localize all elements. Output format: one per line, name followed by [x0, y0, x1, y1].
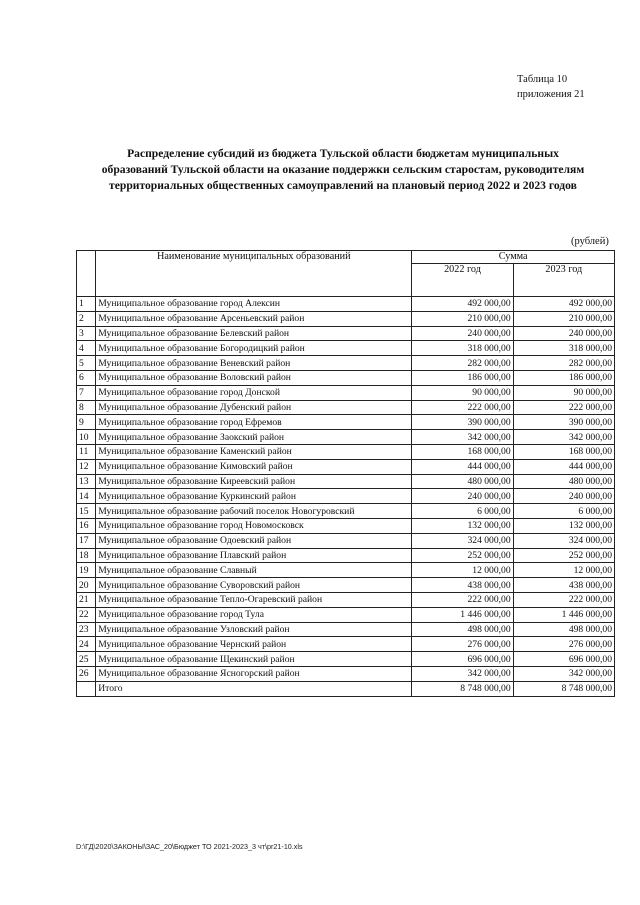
- row-number: 16: [77, 518, 96, 533]
- table-row: [77, 415, 615, 430]
- row-number: 10: [77, 430, 96, 445]
- municipality-name: Муниципальное образование город Донской: [96, 385, 412, 400]
- table-reference: [517, 72, 585, 102]
- municipality-name: Муниципальное образование город Алексин: [96, 297, 412, 312]
- amount-2022: 90 000,00: [412, 385, 513, 400]
- amount-2022: 210 000,00: [412, 311, 513, 326]
- row-number: 24: [77, 637, 96, 652]
- amount-2022: 168 000,00: [412, 444, 513, 459]
- table-row: [77, 533, 615, 548]
- amount-2023: 210 000,00: [513, 311, 614, 326]
- row-number: 13: [77, 474, 96, 489]
- table-row: [77, 326, 615, 341]
- amount-2022: 186 000,00: [412, 370, 513, 385]
- amount-2022: 222 000,00: [412, 400, 513, 415]
- amount-2023: 390 000,00: [513, 415, 614, 430]
- municipality-name: Муниципальное образование Суворовский район: [96, 578, 412, 593]
- municipality-name: Муниципальное образование Щекинский район: [96, 652, 412, 667]
- municipality-name: Муниципальное образование Плавский район: [96, 548, 412, 563]
- municipality-name: Муниципальное образование Веневский район: [96, 356, 412, 371]
- municipality-name: Муниципальное образование Каменский район: [96, 444, 412, 459]
- amount-2023: 444 000,00: [513, 459, 614, 474]
- table-row: [77, 592, 615, 607]
- amount-2023: 324 000,00: [513, 533, 614, 548]
- amount-2023: 498 000,00: [513, 622, 614, 637]
- amount-2023: 342 000,00: [513, 666, 614, 681]
- table-row: [77, 474, 615, 489]
- amount-2023: 696 000,00: [513, 652, 614, 667]
- amount-2022: 438 000,00: [412, 578, 513, 593]
- table-row: [77, 607, 615, 622]
- table-row: [77, 518, 615, 533]
- table-row: [77, 637, 615, 652]
- header-year-2023: 2023 год: [513, 264, 614, 297]
- document-title: [70, 146, 616, 194]
- amount-2023: 8 748 000,00: [513, 681, 614, 696]
- municipality-name: Муниципальное образование Узловский район: [96, 622, 412, 637]
- table-row: [77, 548, 615, 563]
- row-number: 8: [77, 400, 96, 415]
- amount-2022: 696 000,00: [412, 652, 513, 667]
- amount-2022: 480 000,00: [412, 474, 513, 489]
- municipality-name: Муниципальное образование Арсеньевский район: [96, 311, 412, 326]
- municipality-name: Муниципальное образование Одоевский район: [96, 533, 412, 548]
- municipality-name: Муниципальное образование город Новомосковск: [96, 518, 412, 533]
- title-line-3: территориальных общественных самоуправлений на плановый период 2022 и 2023 годов: [109, 179, 577, 192]
- amount-2022: 276 000,00: [412, 637, 513, 652]
- amount-2023: 12 000,00: [513, 563, 614, 578]
- table-row: [77, 652, 615, 667]
- amount-2023: 480 000,00: [513, 474, 614, 489]
- amount-2023: 342 000,00: [513, 430, 614, 445]
- row-number: 18: [77, 548, 96, 563]
- table-row: [77, 622, 615, 637]
- table-row: [77, 578, 615, 593]
- row-number: 6: [77, 370, 96, 385]
- municipality-name: Муниципальное образование город Ефремов: [96, 415, 412, 430]
- table-row: [77, 297, 615, 312]
- row-number: 1: [77, 297, 96, 312]
- table-row: [77, 666, 615, 681]
- amount-2022: 324 000,00: [412, 533, 513, 548]
- table-row: [77, 370, 615, 385]
- appendix-number: приложения 21: [517, 89, 585, 100]
- amount-2022: 342 000,00: [412, 666, 513, 681]
- amount-2023: 186 000,00: [513, 370, 614, 385]
- table-row: [77, 444, 615, 459]
- municipality-name: Муниципальное образование Богородицкий район: [96, 341, 412, 356]
- header-year-2022: 2022 год: [412, 264, 513, 297]
- amount-2023: 318 000,00: [513, 341, 614, 356]
- row-number: 2: [77, 311, 96, 326]
- table-row: [77, 430, 615, 445]
- row-number: 15: [77, 504, 96, 519]
- amount-2023: 240 000,00: [513, 489, 614, 504]
- amount-2023: 132 000,00: [513, 518, 614, 533]
- header-number: [77, 251, 96, 297]
- municipality-name: Муниципальное образование Ясногорский район: [96, 666, 412, 681]
- amount-2022: 252 000,00: [412, 548, 513, 563]
- total-row: [77, 681, 615, 696]
- title-line-2: образований Тульской области на оказание поддержки сельским старостам, руководителям: [101, 163, 585, 176]
- amount-2022: 444 000,00: [412, 459, 513, 474]
- amount-2023: 492 000,00: [513, 297, 614, 312]
- municipality-name: Муниципальное образование Дубенский район: [96, 400, 412, 415]
- table-body: [77, 297, 615, 697]
- row-number: 4: [77, 341, 96, 356]
- row-number: 7: [77, 385, 96, 400]
- subsidy-table: [76, 250, 615, 697]
- amount-2023: 6 000,00: [513, 504, 614, 519]
- municipality-name: Муниципальное образование Славный: [96, 563, 412, 578]
- amount-2022: 240 000,00: [412, 326, 513, 341]
- municipality-name: Муниципальное образование Воловский район: [96, 370, 412, 385]
- amount-2022: 390 000,00: [412, 415, 513, 430]
- amount-2022: 282 000,00: [412, 356, 513, 371]
- amount-2023: 240 000,00: [513, 326, 614, 341]
- amount-2022: 240 000,00: [412, 489, 513, 504]
- municipality-name: Муниципальное образование Белевский район: [96, 326, 412, 341]
- row-number: 3: [77, 326, 96, 341]
- row-number: 11: [77, 444, 96, 459]
- table-row: [77, 356, 615, 371]
- table-row: [77, 504, 615, 519]
- municipality-name: Муниципальное образование Киреевский район: [96, 474, 412, 489]
- row-number: 23: [77, 622, 96, 637]
- municipality-name: Итого: [96, 681, 412, 696]
- amount-2023: 222 000,00: [513, 400, 614, 415]
- amount-2023: 168 000,00: [513, 444, 614, 459]
- amount-2023: 222 000,00: [513, 592, 614, 607]
- amount-2022: 222 000,00: [412, 592, 513, 607]
- amount-2022: 8 748 000,00: [412, 681, 513, 696]
- amount-2023: 252 000,00: [513, 548, 614, 563]
- row-number: 21: [77, 592, 96, 607]
- amount-2023: 90 000,00: [513, 385, 614, 400]
- row-number: 5: [77, 356, 96, 371]
- row-number: 14: [77, 489, 96, 504]
- amount-2022: 132 000,00: [412, 518, 513, 533]
- table-number: Таблица 10: [517, 74, 568, 85]
- table-row: [77, 400, 615, 415]
- row-number: [77, 681, 96, 696]
- municipality-name: Муниципальное образование Куркинский район: [96, 489, 412, 504]
- unit-label: (рублей): [571, 236, 609, 247]
- title-line-1: Распределение субсидий из бюджета Тульской области бюджетам муниципальных: [127, 147, 559, 160]
- row-number: 17: [77, 533, 96, 548]
- amount-2022: 12 000,00: [412, 563, 513, 578]
- municipality-name: Муниципальное образование Кимовский район: [96, 459, 412, 474]
- row-number: 26: [77, 666, 96, 681]
- header-sum: Сумма: [412, 251, 615, 264]
- table-row: [77, 311, 615, 326]
- amount-2022: 498 000,00: [412, 622, 513, 637]
- amount-2023: 276 000,00: [513, 637, 614, 652]
- header-name: Наименование муниципальных образований: [96, 251, 412, 297]
- amount-2022: 492 000,00: [412, 297, 513, 312]
- row-number: 19: [77, 563, 96, 578]
- municipality-name: Муниципальное образование город Тула: [96, 607, 412, 622]
- table-row: [77, 341, 615, 356]
- municipality-name: Муниципальное образование Заокский район: [96, 430, 412, 445]
- row-number: 12: [77, 459, 96, 474]
- municipality-name: Муниципальное образование Тепло-Огаревский район: [96, 592, 412, 607]
- amount-2023: 438 000,00: [513, 578, 614, 593]
- amount-2022: 318 000,00: [412, 341, 513, 356]
- table-row: [77, 385, 615, 400]
- row-number: 9: [77, 415, 96, 430]
- file-path-footer: D:\ГД\2020\ЗАКОНЫ\ЗАС_20\Бюджет ТО 2021-2023_3 чт\pr21-10.xls: [76, 842, 303, 851]
- amount-2022: 1 446 000,00: [412, 607, 513, 622]
- municipality-name: Муниципальное образование Чернский район: [96, 637, 412, 652]
- table-row: [77, 563, 615, 578]
- row-number: 20: [77, 578, 96, 593]
- row-number: 25: [77, 652, 96, 667]
- amount-2023: 282 000,00: [513, 356, 614, 371]
- amount-2022: 6 000,00: [412, 504, 513, 519]
- table-row: [77, 489, 615, 504]
- table-row: [77, 459, 615, 474]
- row-number: 22: [77, 607, 96, 622]
- amount-2022: 342 000,00: [412, 430, 513, 445]
- amount-2023: 1 446 000,00: [513, 607, 614, 622]
- municipality-name: Муниципальное образование рабочий поселок Новогуровский: [96, 504, 412, 519]
